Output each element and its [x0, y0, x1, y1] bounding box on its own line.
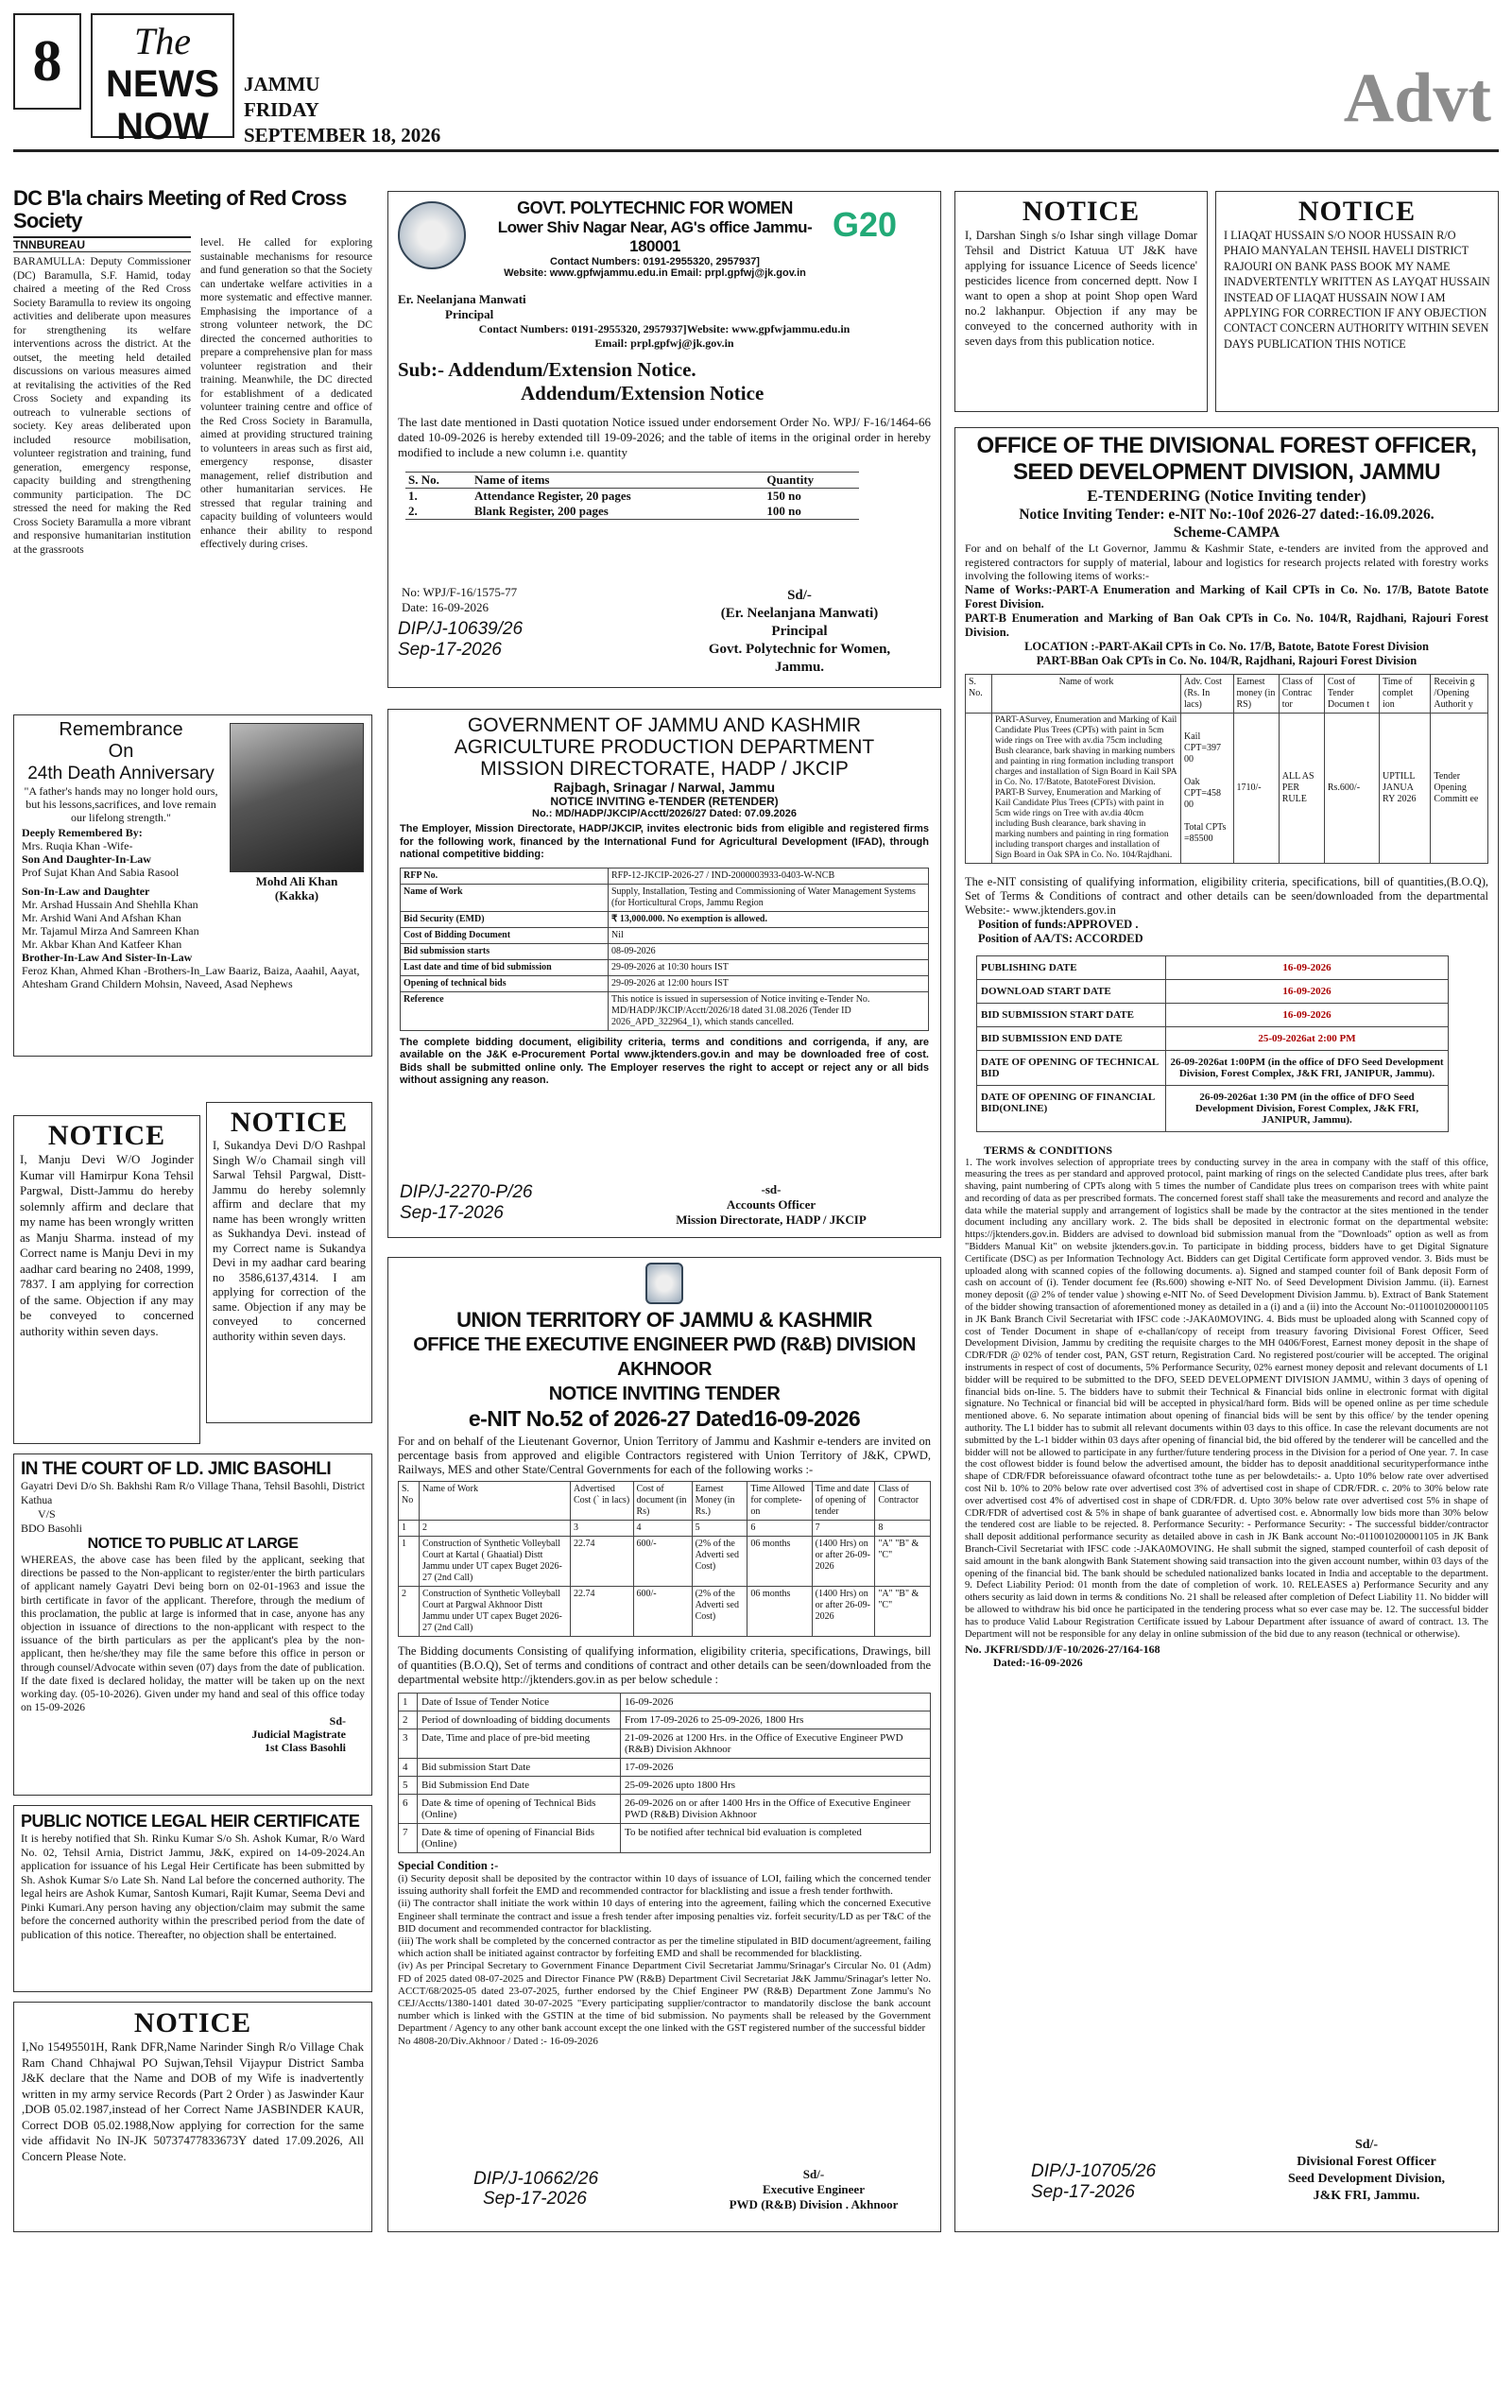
dateline-date: SEPTEMBER 18, 2026 — [244, 124, 441, 146]
table-value: 26-09-2026at 1:30 PM (in the office of DFO Seed Development Division, Forest Complex, J&K FRI, JANIPUR, Jammu). — [1166, 1085, 1449, 1131]
polytechnic-email-2: Email: prpl.gpfwj@jk.gov.in — [594, 336, 734, 350]
table-row — [405, 489, 859, 505]
table-label: Opening of technical bids — [401, 975, 609, 991]
table-cell: Date & time of opening of Financial Bids (Online) — [418, 1824, 621, 1853]
forest-intro: For and on behalf of the Lt Governor, Jammu & Kashmir State, e-tenders are invited from the approved and registered contractors for supply of material, labour and logistics for research projects related with forestry works involving the following items of works:- — [965, 542, 1488, 582]
table-header: Time Allowed for complete-on — [747, 1482, 812, 1521]
son-heading: Son And Daughter-In-Law — [22, 852, 151, 866]
table-value: 25-09-2026at 2:00 PM — [1166, 1026, 1449, 1050]
legal-heir-notice — [13, 1805, 372, 1992]
table-row — [401, 959, 929, 975]
table-cell: 25-09-2026 upto 1800 Hrs — [621, 1777, 931, 1795]
section-label: Advt — [1343, 60, 1491, 137]
forest-location-1: LOCATION :-PART-AKail CPTs in Co. No. 17/B, Batote, Batote Forest Division — [1024, 639, 1429, 653]
notice-body: I, Darshan Singh s/o Ishar singh village Domar Tehsil and District Katuua UT J&K have applying for issuance Licence of Seeds licence' pesticides licence from concerned deptt. Now I want to open a shop at point Shop open Ward no.2 lakhanpur. Objection if any may be conveyed to the concerned authority with in seven days from this publication notice. — [965, 229, 1197, 348]
sil-name: Mr. Tajamul Mirza And Samreen Khan — [22, 924, 199, 937]
table-header: Cost of Tender Documen t — [1324, 674, 1379, 713]
table-cell: From 17-09-2026 to 25-09-2026, 1800 Hrs — [621, 1711, 931, 1729]
table-cell: Blank Register, 200 pages — [472, 504, 764, 520]
pwd-dip — [473, 2169, 598, 2209]
table-col-number: 3 — [571, 1521, 634, 1537]
remembrance-on: On — [108, 741, 134, 762]
signature-line: Jammu. — [774, 660, 825, 675]
table-header: Quantity — [764, 473, 859, 489]
table-value: 16-09-2026 — [1166, 1003, 1449, 1026]
photo-alias: (Kakka) — [274, 888, 319, 903]
table-row — [401, 911, 929, 927]
table-col-number: 5 — [692, 1521, 747, 1537]
table-cell: 22.74 — [571, 1537, 634, 1587]
forest-works-table — [965, 674, 1488, 864]
dateline — [244, 72, 440, 148]
pwd-works-table — [398, 1481, 931, 1637]
notice-manju-devi — [13, 1115, 200, 1444]
table-label: BID SUBMISSION END DATE — [977, 1026, 1166, 1050]
table-cell — [966, 713, 992, 863]
notice-sukandya-devi — [206, 1102, 372, 1423]
table-label: PUBLISHING DATE — [977, 955, 1166, 979]
forest-order-no: No. JKFRI/SDD/J/F-10/2026-27/164-168 — [965, 1643, 1160, 1657]
signature-line: J&K FRI, Jammu. — [1313, 2189, 1420, 2203]
table-row — [399, 1795, 931, 1824]
table-row — [977, 1050, 1449, 1085]
notice-body: I,No 15495501H, Rank DFR,Name Narinder Singh R/o Village Chak Ram Chand Chhajwal PO Sujwan,Tehsil Vijaypur District Samba J&K declare that the Name and DOB of my Wife is inadvertently written in my army service Records (Part 2 Order ) as Jaswinder Kaur ,DOB 05.02.1987,instead of her Correct Name JASBINDER KAUR, Correct DOB 05.02.1988,Now applying for correction for the same vide affidavit No IN-JK 50737477833673Y dated 17.09.2026, All Concern Please Note. — [22, 2040, 364, 2163]
legal-heir-title: PUBLIC NOTICE LEGAL HEIR CERTIFICATE — [21, 1812, 360, 1831]
remembrance-quote: "A father's hands may no longer hold ours, but his lessons,sacrifices, and love remain our lifelong strength." — [24, 784, 218, 824]
table-cell: 1 — [399, 1694, 418, 1711]
polytechnic-title: GOVT. POLYTECHNIC FOR WOMEN — [517, 198, 793, 217]
agri-signature — [615, 1182, 927, 1228]
agri-title-3: MISSION DIRECTORATE, HADP / JKCIP — [480, 758, 849, 780]
agri-subtitle: NOTICE INVITING e-TENDER (RETENDER) — [550, 795, 779, 808]
court-vs: V/S — [38, 1507, 56, 1521]
table-row — [401, 884, 929, 911]
polytechnic-body: The last date mentioned in Dasti quotation Notice issued under endorsement Order No. WPJ/ F-16/1464-66 dated 10-09-2026 is hereby extended till 19-09-2026; and the table of items in the original order in hereby modified to include a new column i.e. quantity — [398, 415, 931, 459]
polytechnic-signature — [672, 587, 927, 677]
pwd-paragraph: The Bidding documents Consisting of qualifying information, eligibility criteria, specifications, Drawings, bill of quantities (B.O.Q), Set of terms and conditions of contract and other details can be seen/downloaded from the departmental website http://jktenders.gov.in as per below schedule : — [398, 1644, 931, 1686]
court-parties: Gayatri Devi D/o Sh. Bakhshi Ram R/o Village Thana, Tehsil Basohli, District Kathua — [21, 1481, 365, 1506]
sil-name: Mr. Arshid Wani And Afshan Khan — [22, 911, 181, 924]
signature-line: Accounts Officer — [726, 1197, 816, 1212]
table-cell: Bid Submission End Date — [418, 1777, 621, 1795]
table-cell: 7 — [399, 1824, 418, 1853]
table-cell: 06 months — [747, 1537, 812, 1587]
table-cell: Construction of Synthetic Volleyball Court at Pargwal Akhnoor Distt Jammu under UT capex Buget 2026-27 (2nd Call) — [420, 1587, 571, 1637]
table-cell: ALL AS PER RULE — [1279, 713, 1324, 863]
masthead-rule — [13, 149, 1499, 152]
table-row — [401, 991, 929, 1030]
notice-body: I, Manju Devi W/O Joginder Kumar vill Hamirpur Kona Tehsil Pargwal, Distt-Jammu do hereby solemnly affirm and declare that my name has been wrongly written as Manju Sharma. instead of my Correct name is Manju Devi in my aadhar card bearing no 2408, 1999, 7837. I am applying for correction of the same. Objection if any may be conveyed to concerned authority within seven days. — [20, 1152, 194, 1338]
forest-title-3: E-TENDERING (Notice Inviting tender) — [1087, 487, 1366, 505]
notice-body: I, Sukandya Devi D/O Rashpal Singh W/o Chamail singh vill Sarwal Tehsil Pargwal, Distt-Jammu do hereby solemnly affirm and declare that my name has been wrongly written as Sukhandya Devi. instead of my Correct name is Sukandya Devi in my aadhar card bearing no 3586,6137,4314. I am applying for correction of the same. Objection if any may be conveyed to concerned authority within seven days. — [213, 1139, 366, 1343]
signature-line: Executive Engineer — [763, 2182, 865, 2196]
dip-date: Sep-17-2026 — [483, 2189, 587, 2209]
table-header: S. No. — [966, 674, 992, 713]
table-label: Name of Work — [401, 884, 609, 911]
notice-jaswinder-kaur — [13, 2002, 372, 2232]
polytechnic-address: Lower Shiv Nagar Near, AG's office Jammu-180001 — [497, 218, 813, 255]
remembrance-title: Remembrance — [59, 719, 183, 740]
dip-date: Sep-17-2026 — [398, 640, 502, 660]
table-value: RFP-12-JKCIP-2026-27 / IND-2000003933-0403-W-NCB — [609, 868, 929, 884]
table-header: Receivin g /Opening Authorit y — [1431, 674, 1488, 713]
dip-number: DIP/J-10705/26 — [1031, 2161, 1157, 2181]
dip-date: Sep-17-2026 — [1031, 2182, 1135, 2202]
forest-order-date: Dated:-16-09-2026 — [993, 1656, 1083, 1670]
table-cell: (1400 Hrs) on or after 26-09-2026 — [812, 1587, 875, 1637]
table-cell: (2% of the Adverti sed Cost) — [692, 1587, 747, 1637]
cost-kail: Kail CPT=397 00 — [1184, 731, 1221, 765]
sil-name: Mr. Akbar Khan And Katfeer Khan — [22, 937, 182, 951]
legal-heir-body: It is hereby notified that Sh. Rinku Kumar S/o Sh. Ashok Kumar, R/o Ward No. 02, Tehsil Arnia, District Jammu, J&K, expired on 14-09-2024.An application for issuance of his Legal Heir Certificate has been submitted by Sh. Ashok Kumar S/o Late Sh. Nand Lal before the concerned authority. The legal heirs are Ashok Kumar, Santosh Kumari, Rajit Kumar, Seema Devi and Pinki Kumari.Any person having any objection/claim may submit the same before the concerned authority within the prescribed period from the date of publication of this notice. Thereafter, no objection shall be entertained. — [21, 1832, 366, 1941]
table-header: Class of Contrac tor — [1279, 674, 1324, 713]
signature-line: (Er. Neelanjana Manwati) — [720, 606, 879, 621]
polytechnic-contact: Contact Numbers: 0191-2955320, 2957937] — [550, 256, 760, 267]
pwd-schedule-table — [398, 1693, 931, 1853]
logo-the: The — [134, 20, 191, 62]
table-cell: Period of downloading of bidding documents — [418, 1711, 621, 1729]
table-label: Cost of Bidding Document — [401, 927, 609, 943]
table-cell: 600/- — [633, 1587, 692, 1637]
signature-line: Govt. Polytechnic for Women, — [708, 642, 891, 657]
polytechnic-order-date: Date: 16-09-2026 — [402, 600, 490, 614]
agri-no: No.: MD/HADP/JKCIP/Acctt/2026/27 Dated: 07.09.2026 — [532, 808, 797, 819]
table-cell: 3 — [399, 1729, 418, 1759]
table-label: Reference — [401, 991, 609, 1030]
special-condition: (iv) As per Principal Secretary to Government Finance Department Civil Secretariat Jammu/Srinagar's Circular No. 01 (Adm) FD of 2025 dated 08-07-2025 and Director Finance PW (R&B) Department Civil Secretariat J&K Jammu/Srinagar's letter No. ACCT/68/2025-05 dated 23-07-2025, further endorsed by the Chief Engineer PW (R&B) Department Zone Jammu's No CEJ/Acctts/1380-1401 dated 30-07-2025 "Every participating supplier/contractor to mandatorily disclose the bank account number which is linked with the GSTIN at the time of bid submission. No payments shall be released by the Government Department / Agency to any other bank account except the one linked with the GST registered number of the successful bidder — [398, 1960, 931, 2035]
table-cell: PART-ASurvey, Enumeration and Marking of Kail Candidate Plus Trees (CPTs) with paint in 5cm wide rings on Tree with av.dia 75cm including Bush clearance, bark shaving in marking numbers and painting in ring formation including transport charges and installation of Sign Board in Kail SPA in Co. No. 17/Batote, BatoteForest Division. PART-B Survey, Enumeration and Marking of Kail Candidate Plus Trees (CPTs) with paint in 5cm wide rings on Tree with av.dia 40cm including Bush clearance, bark shaving in marking numbers and painting in ring formation including transport charges and installation of Sign Board in Oak SPA in Co. No. 104/Rajdhani. — [992, 713, 1181, 863]
photo-caption — [230, 874, 364, 903]
agri-details-table — [400, 868, 929, 1031]
court-sd: Sd- — [329, 1714, 346, 1729]
polytechnic-officer-title: Principal — [445, 307, 494, 321]
court-sign-1: Judicial Magistrate — [251, 1728, 346, 1742]
forest-tender-notice — [954, 427, 1499, 2232]
forest-signature — [1248, 2137, 1485, 2205]
table-header: Name of items — [472, 473, 764, 489]
table-header: Time and date of opening of tender — [812, 1482, 875, 1521]
dip-date: Sep-17-2026 — [400, 1203, 504, 1223]
photo-name: Mohd Ali Khan — [255, 874, 338, 888]
table-row — [399, 1537, 931, 1587]
bil-names: Feroz Khan, Ahmed Khan -Brothers-In_Law Baariz, Baiza, Aaahil, Aayat, Ahtesham Grand Childern Mohsin, Naveed, Asad Nephews — [22, 964, 360, 990]
polytechnic-subject-2: Addendum/Extension Notice — [521, 382, 765, 404]
pwd-title-2: OFFICE THE EXECUTIVE ENGINEER PWD (R&B) DIVISION AKHNOOR — [413, 1334, 916, 1380]
pwd-title-3: NOTICE INVITING TENDER — [548, 1384, 781, 1404]
court-title: IN THE COURT OF LD. JMIC BASOHLI — [21, 1459, 332, 1479]
table-label: BID SUBMISSION START DATE — [977, 1003, 1166, 1026]
newspaper-logo — [91, 13, 234, 147]
table-cell: 26-09-2026 on or after 1400 Hrs in the Office of Executive Engineer PWD (R&B) Division Akhnoor — [621, 1795, 931, 1824]
memorial-photo — [230, 723, 364, 872]
agri-title-1: GOVERNMENT OF JAMMU AND KASHMIR — [467, 714, 862, 736]
table-col-number: 1 — [399, 1521, 420, 1537]
forest-dip — [1031, 2161, 1156, 2203]
forest-schedule-table — [976, 955, 1449, 1132]
court-respondent: BDO Basohli — [21, 1521, 83, 1535]
special-condition: (i) Security deposit shall be deposited by the contractor within 10 days of issuance of LOI, failing which the concerned tender issuing authority shall forfeit the EMD and recommended contractor for blacklisting and issue a fresh tender forthwith. — [398, 1873, 931, 1898]
forest-location-2: PART-BBan Oak CPTs in Co. No. 104/R, Rajdhani, Rajouri Forest Division — [1036, 653, 1418, 667]
signature-line: Mission Directorate, HADP / JKCIP — [676, 1213, 867, 1227]
wife-name: Mrs. Ruqia Khan -Wife- — [22, 839, 133, 852]
table-cell: "A" "B" & "C" — [875, 1587, 931, 1637]
pwd-title-4: e-NIT No.52 of 2026-27 Dated16-09-2026 — [468, 1406, 861, 1431]
notice-title: NOTICE — [1297, 196, 1417, 227]
table-row — [399, 1587, 931, 1637]
agri-intro: The Employer, Mission Directorate, HADP/JKCIP, invites electronic bids from eligible and registered firms for the following work, financed by the International Fund for Agricultural Development (IFAD), through national competitive bidding: — [400, 823, 929, 860]
table-cell: Construction of Synthetic Volleyball Court at Kartal ( Ghaatial) Distt Jammu under UT capex Buget 2026-27 (2nd Call) — [420, 1537, 571, 1587]
agri-dip — [400, 1182, 532, 1224]
table-label: DATE OF OPENING OF FINANCIAL BID(ONLINE) — [977, 1085, 1166, 1131]
cost-oak: Oak CPT=458 00 — [1184, 776, 1221, 810]
pwd-tender-notice — [387, 1257, 941, 2232]
table-row — [405, 504, 859, 520]
polytechnic-contact-2: Contact Numbers: 0191-2955320, 2957937]Website: www.gpfwjammu.edu.in — [478, 322, 850, 335]
page-number: 8 — [13, 13, 81, 110]
table-cell: (1400 Hrs) on or after 26-09-2026 — [812, 1537, 875, 1587]
notice-title: NOTICE — [1022, 196, 1141, 227]
table-value: Nil — [609, 927, 929, 943]
table-cell: 100 no — [764, 504, 859, 520]
remembrance-anniversary: 24th Death Anniversary — [27, 764, 215, 783]
dip-number: DIP/J-10639/26 — [398, 619, 524, 639]
table-value: 08-09-2026 — [609, 943, 929, 959]
table-cell: 1 — [399, 1537, 420, 1587]
table-cell: 2 — [399, 1711, 418, 1729]
table-row — [399, 1777, 931, 1795]
forest-title-2: SEED DEVELOPMENT DIVISION, JAMMU — [1012, 459, 1441, 485]
table-cell: 5 — [399, 1777, 418, 1795]
table-cell: To be notified after technical bid evaluation is completed — [621, 1824, 931, 1853]
signature-line: Divisional Forest Officer — [1297, 2155, 1436, 2169]
table-header: Class of Contractor — [875, 1482, 931, 1521]
table-row — [977, 1026, 1449, 1050]
bil-heading: Brother-In-Law And Sister-In-Law — [22, 951, 193, 964]
table-value: ₹ 13,000.000. No exemption is allowed. — [609, 911, 929, 927]
notice-title: NOTICE — [230, 1107, 349, 1138]
table-cell: (2% of the Adverti sed Cost) — [692, 1537, 747, 1587]
table-header: Earnest money (in RS) — [1233, 674, 1279, 713]
table-row — [401, 868, 929, 884]
agriculture-tender-notice — [387, 709, 941, 1238]
signature-sd: Sd/- — [787, 588, 812, 603]
g20-logo: G20 — [833, 205, 898, 244]
logo-news: NEWS — [106, 63, 219, 105]
court-body: WHEREAS, the above case has been filed by the applicant, seeking that directions be passed to the Non-applicant to register/enter the birth particulars of applicant namely Gayatri Devi being born on 02-01-1963 and issue the birth certificate in favor of the applicant. Therefore, through the medium of this proclamation, the public at large is informed that in case, anyone has any objection in issuance of directions to the non-applicant with respect to the issuance of the birth particulars as per the applicant's plea by the non-applicant, then he/she/they may file the same before this office in person or through counsel/Advocate within seven (07) days from the date of publication. If the date fixed is declared holiday, the matter will be taken up on the next working day. (05-10-2026). Given under my hand and seal of this office today on 15-09-2026 — [21, 1555, 365, 1714]
table-cell: 06 months — [747, 1587, 812, 1637]
table-cell: 2 — [399, 1587, 420, 1637]
signature-sd: -sd- — [761, 1182, 782, 1196]
signature-line: Principal — [771, 624, 828, 639]
polytechnic-dip — [398, 619, 523, 661]
table-cell: 17-09-2026 — [621, 1759, 931, 1777]
table-header: Name of work — [992, 674, 1181, 713]
red-cross-article — [13, 187, 372, 716]
notice-body: I LIAQAT HUSSAIN S/O NOOR HUSSAIN R/O PHAIO MANYALAN TEHSIL HAVELI DISTRICT RAJOURI ON BANK PASS BOOK MY NAME INADVERTENTLY WRITTEN AS LAYQAT HUSSAIN INSTEAD OF LIAQAT HUSSAIN NOW I AM APPLYING FOR CORRECTION IF ANY OBJECTION CONTACT CONCERN AUTHORITY WITHIN SEVEN DAYS PUBLICATION THIS NOTICE — [1224, 229, 1490, 351]
table-value: 29-09-2026 at 10:30 hours IST — [609, 959, 929, 975]
polytechnic-notice — [387, 191, 941, 688]
notice-title: NOTICE — [133, 2007, 252, 2038]
table-label: Bid Security (EMD) — [401, 911, 609, 927]
table-cell: Attendance Register, 20 pages — [472, 489, 764, 505]
table-row — [399, 1759, 931, 1777]
pwd-order-no: No 4808-20/Div.Akhnoor / Dated :- 16-09-2026 — [398, 2035, 598, 2047]
court-subtitle: NOTICE TO PUBLIC AT LARGE — [87, 1536, 299, 1552]
remembered-by: Deeply Remembered By: — [22, 826, 143, 839]
table-header: Earnest Money (in Rs.) — [692, 1482, 747, 1521]
agri-footer: The complete bidding document, eligibility criteria, terms and conditions and corrigenda, if any, are available on the J&K e-Procurement Portal www.jktenders.gov.in and may be downloaded free of cost. Bids shall be submitted online only. The Employer reserves the right to accept or reject any or all bids without assigning any reason. — [400, 1036, 929, 1086]
special-condition: (ii) The contractor shall initiate the work within 10 days of entering into the agreement, failing which the concerned Executive Engineer shall terminate the contract and issue a fresh tender after imposing penalties viz. forfeit security/LD as per T&C of the BID document and recommended contractor for blacklisting. — [398, 1898, 931, 1935]
table-cell: UPTILL JANUA RY 2026 — [1380, 713, 1431, 863]
forest-paragraph: The e-NIT consisting of qualifying information, eligibility criteria, specifications, bill of quantities,(B.O.Q), Set of Terms & Conditions of contract and other details can be seen/downloaded from the departmental Website:- www.jktenders.gov.in — [965, 874, 1488, 917]
table-value: 26-09-2026at 1:00PM (in the office of DFO Seed Development Division, Forest Complex, J&K FRI, JANIPUR, Jammu). — [1166, 1050, 1449, 1085]
table-row — [977, 955, 1449, 979]
forest-works-b: PART-B Enumeration and Marking of Ban Oak CPTs in Co. No. 104/R, Rajdhani, Rajouri Forest Division. — [965, 611, 1488, 639]
table-header: Adv. Cost (Rs. In lacs) — [1181, 674, 1234, 713]
state-emblem-icon — [645, 1263, 683, 1304]
table-row — [401, 927, 929, 943]
table-row — [401, 943, 929, 959]
forest-title-1: OFFICE OF THE DIVISIONAL FOREST OFFICER, — [976, 433, 1477, 458]
table-value: 29-09-2026 at 12:00 hours IST — [609, 975, 929, 991]
agri-address: Rajbagh, Srinagar / Narwal, Jammu — [553, 780, 776, 795]
table-cell: 16-09-2026 — [621, 1694, 931, 1711]
table-header: S. No. — [405, 473, 472, 489]
table-col-number: 4 — [633, 1521, 692, 1537]
polytechnic-order-no: No: WPJ/F-16/1575-77 — [402, 585, 518, 599]
table-cell: 600/- — [633, 1537, 692, 1587]
polytechnic-subject-1: Sub:- Addendum/Extension Notice. — [398, 358, 696, 381]
table-header: Advertised Cost (` in lacs) — [571, 1482, 634, 1521]
pwd-title-1: UNION TERRITORY OF JAMMU & KASHMIR — [456, 1308, 872, 1332]
table-cell: Date, Time and place of pre-bid meeting — [418, 1729, 621, 1759]
table-value: Supply, Installation, Testing and Commissioning of Water Management Systems (for Horticultural Crops, Jammu Region — [609, 884, 929, 911]
court-sign-2: 1st Class Basohli — [264, 1741, 346, 1755]
agri-title-2: AGRICULTURE PRODUCTION DEPARTMENT — [454, 736, 875, 758]
terms-heading: TERMS & CONDITIONS — [984, 1143, 1113, 1157]
table-value: 16-09-2026 — [1166, 955, 1449, 979]
remembrance-advert — [13, 714, 372, 1057]
notice-darshan-singh — [954, 191, 1208, 412]
pwd-signature — [700, 2167, 927, 2212]
signature-line: Seed Development Division, — [1287, 2172, 1446, 2186]
table-header: Cost of document (in Rs) — [633, 1482, 692, 1521]
forest-funds: Position of funds:APPROVED . — [978, 917, 1139, 931]
table-label: DATE OF OPENING OF TECHNICAL BID — [977, 1050, 1166, 1085]
dip-number: DIP/J-2270-P/26 — [400, 1182, 533, 1202]
polytechnic-web: Website: www.gpfwjammu.edu.in Email: prpl.gpfwj@jk.gov.in — [504, 267, 806, 279]
logo-now: NOW — [116, 106, 209, 147]
table-cell: Tender Opening Committ ee — [1431, 713, 1488, 863]
article-byline: TNNBUREAU — [13, 236, 191, 252]
table-header: Time of complet ion — [1380, 674, 1431, 713]
table-cell: 1. — [405, 489, 472, 505]
dateline-day: FRIDAY — [244, 98, 319, 121]
table-header: S. No — [399, 1482, 420, 1521]
sil-name: Mr. Arshad Hussain And Shehlla Khan — [22, 898, 198, 911]
notice-liaqat-hussain — [1215, 191, 1499, 412]
table-label: DOWNLOAD START DATE — [977, 979, 1166, 1003]
table-cell: 150 no — [764, 489, 859, 505]
table-cell: Date of Issue of Tender Notice — [418, 1694, 621, 1711]
table-cell: 2. — [405, 504, 472, 520]
table-row — [399, 1824, 931, 1853]
signature-line: PWD (R&B) Division . Akhnoor — [729, 2197, 899, 2211]
table-cell: Rs.600/- — [1324, 713, 1379, 863]
special-condition-heading: Special Condition :- — [398, 1859, 499, 1872]
forest-aats: Position of AA/TS: ACCORDED — [978, 931, 1143, 945]
table-cell: Bid submission Start Date — [418, 1759, 621, 1777]
table-cell: "A" "B" & "C" — [875, 1537, 931, 1587]
table-value: This notice is issued in supersession of Notice inviting e-Tender No. MD/HADP/JKCIP/Acctt/2026/18 dated 31.08.2026 (Tender ID 2026_APD_322964_1), which stands cancelled. — [609, 991, 929, 1030]
article-column-1: BARAMULLA: Deputy Commissioner (DC) Baramulla, S.F. Hamid, today chaired a meeting of the Red Cross Society Baramulla to review its ongoing activities and deliberate upon measures for strengthening its welfare interventions across the district. At the outset, the meeting held detailed discussions on various measures aimed at revitalising the activities of the Red Cross Society and expanding its outreach to vulnerable sections of society. Key areas deliberated upon included resource mobilisation, volunteer registration and training, fund generation, emergency response, capacity building and strengthening community participation. The DC stressed the need for making the Red Cross Society Baramulla a more vibrant and responsive humanitarian institution at the grassroots — [13, 256, 191, 556]
signature-sd: Sd/- — [802, 2167, 825, 2181]
table-label: RFP No. — [401, 868, 609, 884]
table-cell — [1181, 713, 1234, 863]
table-cell: 1710/- — [1233, 713, 1279, 863]
forest-works-a: Name of Works:-PART-A Enumeration and Marking of Kail CPTs in Co. No. 17/B, Batote Batote Forest Division. — [965, 582, 1488, 611]
table-col-number: 7 — [812, 1521, 875, 1537]
notice-title: NOTICE — [47, 1120, 166, 1151]
table-row — [966, 713, 1488, 863]
polytechnic-officer: Er. Neelanjana Manwati — [398, 292, 526, 306]
table-cell: 21-09-2026 at 1200 Hrs. in the Office of Executive Engineer PWD (R&B) Division Akhnoor — [621, 1729, 931, 1759]
table-label: Bid submission starts — [401, 943, 609, 959]
polytechnic-emblem-icon — [398, 201, 466, 269]
article-column-2: level. He called for exploring sustainable mechanisms for resource and fund generation so that the Society can undertake welfare activities in a more systematic and effective manner. Emphasising the importance of a strong volunteer network, the DC directed the concerned authorities to prepare a comprehensive plan for mass volunteer registration and their training. Meanwhile, the DC directed for establishment of a dedicated volunteer training centre and office of the Red Cross Society in Baramulla, aimed at providing structured training to volunteers in areas such as first aid, emergency response, disaster management, relief distribution and other humanitarian services. He stressed that regular training and capacity building of volunteers would enhance their ability to respond effectively during crises. — [200, 237, 372, 550]
table-header: Name of Work — [420, 1482, 571, 1521]
table-col-number: 2 — [420, 1521, 571, 1537]
sil-heading: Son-In-Law and Daughter — [22, 885, 150, 898]
special-condition: (iii) The work shall be completed by the concerned contractor as per the timeline stipulated in BID document/agreement, failing which action shall be initiated against contractor by forfeiting EMD and shall be recommended for blacklisting. — [398, 1935, 931, 1960]
dateline-city: JAMMU — [244, 73, 320, 95]
table-row — [977, 979, 1449, 1003]
table-row — [399, 1694, 931, 1711]
table-row — [401, 975, 929, 991]
terms-body: 1. The work involves selection of appropriate trees by conducting survey in the area in company with the staff of this office, measuring the trees as per standard and approved protocol, paint marking of rings on the selected Candidate plus trees, after bark shaving, paint numbering of CPTs along with 5 times the number of Candidate plus trees on comparison trees with white paint and recording of data as per prescribed formats. The concerned forest staff shall take the measurements and record and analyze the data while the material supply and arrangement of logistics shall be made by the contractor at the sites mentioned in the tender document including any ancillary work. 2. The bids shall be deposited in electronic format on the departmental website: https://jktenders.gov.in. Bidders are advised to download bid submission manual from the "Downloads" option as well as from "Bidders Manual Kit" on website jktenders.gov.in. To participate in bidding process, bidders have to get Digital Signature Certificate (DSC) as per Information Technology Act. Bidders can get Digital Certificate form approved vendor. 3. Bids must be uploaded along with scanned copies of the following documents. a). Signed and stamped counter foil of Bank deposit Form of cash on account of (i). Tender document fee (Rs.600) showing e-NIT No. of Seed Development Division Jammu. (ii). Earnest money deposit (@ 2% of tender value ) showing e-NIT No. of Seed Development Division Jammu. b). Extract of Bank Statement of the bidder showing transaction of aforementioned money as detailed in a (i) and a (ii) into the Account No:-0110010200001105 in JK Bank Branch Civil Secretariat with IFSC code :-JAKA0MOVING. 4. Bids must be uploaded along with Scanned copy of cost of Tender Document in shape of e-challan/copy of receipt from treasury favoring Divisional Forest Officer, Seed Development Division, Jammu by crediting the requisite charges to the MH 0406/Forest, Earnest money deposit in the shape of CDR/FDR @ 02% of tender cost, PAN, GST return, Registration Card. No registered post/courier will be accepted. The original instruments in respect of cost of documents, 5% Performance Security, 02% earnest money deposit and relevant documents of L1 bidder will be required to be submitted to the DFO, SEED DEVELOPMENT DIVISION JAMMU, within 3 days of opening of financial bids on-line. 5. The bidders have to submit their Technical & Financial bids online in electronic format with digital signature. No Technical or financial bid will be accepted in physical/hard form. Bids will be opened online as per time schedule mentioned above. 6. No separate intimation about opening of financial bids will be sent by this office/ by the tender opening authority. The L1 bidder has to submit all relevant documents within 03 days to this office. In case the relevant documents are not submitted by the L-1 bidder within 03 days after opening of financial bid, the bid offered by the tenderer will be cancelled and the bidder will not be allowed to participate in any further/future tendering process in the Division for a period of One year. 7. In case the cost oflowest bidder is found below the advertised amount, the bidder has to deposit anadditional securityperformance inthe shape of CDR/FDR beforeissuance ofaward ofcontract tothe tune as per belowdetails:- a. Upto 10% below rate over advertised cost Nil b. 10% to 20% below rate over advertised cost 3% of advertised cost in shape of CDR/FDR. c. 20% to 30% below rate over advertised cost 4% of advertised cost in shape of CDR/FDR. d. Upto 30% below rate over advertised cost 5% in shape of CDR/FDR of advertised cost & 5% in shape of bank guarantee of advertised cost. e. Abnormally low bids more than 30% below the tendered cost are liable to be rejected. 8. Performance Security: - Performance Security: - The successful bidder/contractor shall deposit additional performance security as detailed above in cash in JK Bank account No:-0110010200001105 in JK Bank Branch-Civil Secretariat with IFSC code :-JAKA0MOVING. He shall submit the signed, stamped counterfoil of cash deposit of said amount in the bank alongwith Bank Statement showing said transaction into the given account number, within 03 days of the opening of the financial bid. The bank should be scheduled nationalized banks located in India and acceptable to the department. 9. Defect Liability Period: 01 month from the date of completion of work. 10. RELEASES a) Performance Security and any others security as laid down in terms & conditions No. 21 shall be released after completion of Defect Liability 11. No bidder will be allowed to withdraw his bid once he participated in the tendering process what so ever case may be. 12. The successful bidder has to produce Valid Labour Registration Certificate issued by Labour Department after issuance of award of contract. 13. The Department will not be responsible for any delay in online submission of the bid due to any reason (technical or otherwise). — [965, 1157, 1488, 1640]
dip-number: DIP/J-10662/26 — [473, 2169, 599, 2189]
cost-total: Total CPTs =85500 — [1184, 821, 1227, 844]
polytechnic-items-table — [405, 472, 859, 520]
table-row — [399, 1729, 931, 1759]
table-cell: 4 — [399, 1759, 418, 1777]
table-row — [399, 1711, 931, 1729]
table-col-number: 8 — [875, 1521, 931, 1537]
table-cell: 22.74 — [571, 1587, 634, 1637]
forest-scheme: Scheme-CAMPA — [1173, 525, 1280, 541]
court-notice — [13, 1453, 372, 1796]
table-label: Last date and time of bid submission — [401, 959, 609, 975]
table-row — [977, 1003, 1449, 1026]
forest-title-4: Notice Inviting Tender: e-NIT No:-10of 2026-27 dated:-16.09.2026. — [1019, 507, 1435, 523]
table-row — [977, 1085, 1449, 1131]
son-names: Prof Sujat Khan And Sabia Rasool — [22, 866, 180, 879]
article-headline: DC B'la chairs Meeting of Red Cross Society — [13, 187, 347, 232]
pwd-intro: For and on behalf of the Lieutenant Governor, Union Territory of Jammu and Kashmir e-tenders are invited on percentage basis from approved and eligible Contractors registered with Union Territory of J&K, CPWD, Railways, MES and other State/Central Governments for each of the following works :- — [398, 1435, 931, 1476]
table-col-number: 6 — [747, 1521, 812, 1537]
signature-sd: Sd/- — [1354, 2138, 1379, 2152]
table-value: 16-09-2026 — [1166, 979, 1449, 1003]
table-cell: Date & time of opening of Technical Bids (Online) — [418, 1795, 621, 1824]
table-cell: 6 — [399, 1795, 418, 1824]
